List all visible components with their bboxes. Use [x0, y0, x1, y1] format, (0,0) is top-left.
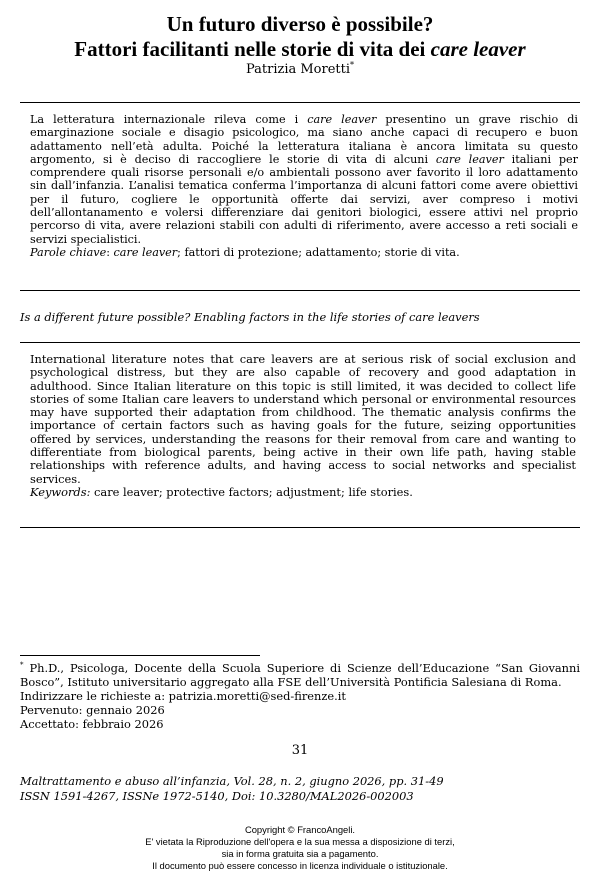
english-title: Is a different future possible? Enabling factors in the life stories of care leavers	[20, 310, 480, 324]
copyright-line1: Copyright © FrancoAngeli.	[244, 824, 356, 835]
footnote-contact: Indirizzare le richieste a: patrizia.moretti@sed-firenze.it	[20, 689, 346, 703]
abstract-italian-run: italiani per comprendere quali risorse personali e/o ambientali possono aver favorito il loro adattamento sin dall’infanzia. L’analisi tematica conferma l’importanza di alcuni fattori come avere obiettivi per il futuro, cogliere le opportunità offerte dai servizi, aver compreso i motivi dell’allontanamento e volersi differenziare dai genitori biologici, essere attivi nel proprio percorso di vita, avere relazioni stabili con adulti di riferimento, avere accesso a reti sociali e servizi specialistici.	[30, 152, 578, 246]
footnote-marker: *	[20, 661, 24, 670]
abstract-english	[30, 353, 576, 499]
article-title-line2-italic: care leaver	[430, 37, 526, 61]
copyright-line4: Il documento può essere concesso in licenza individuale o istituzionale.	[152, 860, 448, 871]
article-title-line2-text: Fattori facilitanti nelle storie di vita dei	[74, 37, 431, 61]
abstract-italian-term: care leaver	[307, 113, 377, 126]
keywords-italian-rest: ; fattori di protezione; adattamento; storie di vita.	[177, 245, 460, 259]
abstract-italian-term: care leaver	[435, 152, 504, 166]
keywords-italian: Parole chiave: care leaver; fattori di protezione; adattamento; storie di vita.	[30, 245, 460, 259]
author-footnote-marker: *	[350, 60, 355, 70]
footnote-affiliation-text: Ph.D., Psicologa, Docente della Scuola Superiore di Scienze dell’Educazione “San Giovanni Bosco”, Istituto universitario aggregato alla FSE dell’Università Pontificia Salesiana di Roma.	[20, 661, 580, 689]
copyright-notice	[0, 824, 600, 872]
abstract-italian-run: presentino un grave rischio di emarginazione sociale e disagio psicologico, ma siano anche capaci di recupero e buon adattamento nell’età adulta. Poiché la letteratura italiana è ancora limitata su questo argomento, si è deciso di raccogliere le storie di vita di alcuni	[30, 113, 578, 166]
footnote-affiliation	[20, 661, 580, 689]
author-line	[20, 61, 580, 78]
keywords-english-list: care leaver; protective factors; adjustment; life stories.	[90, 484, 413, 499]
keywords-italian-first: care leaver	[113, 245, 178, 259]
footnote	[20, 661, 580, 731]
abstract-italian-run: La letteratura internazionale rileva come i	[30, 113, 308, 126]
copyright-line2: E' vietata la Riproduzione dell'opera e la sua messa a disposizione di terzi,	[145, 836, 455, 847]
journal-citation-line1: Maltrattamento e abuso all’infanzia, Vol. 28, n. 2, giugno 2026, pp. 31-49	[20, 774, 444, 788]
abstract-top-rule	[20, 102, 580, 103]
keywords-english-label: Keywords:	[30, 484, 91, 499]
abstract-bottom-rule	[20, 290, 580, 291]
abstract-italian-text	[30, 113, 578, 246]
footnote-received: Pervenuto: gennaio 2026	[20, 703, 165, 717]
footnote-accepted: Accettato: febbraio 2026	[20, 717, 164, 731]
article-title-line1: Un futuro diverso è possibile?	[166, 12, 434, 36]
article-title-line2	[20, 37, 580, 61]
keywords-english	[30, 486, 576, 499]
abstract-italian	[30, 113, 578, 259]
english-abstract-bottom-rule	[20, 527, 580, 528]
footnote-rule	[20, 655, 260, 656]
journal-citation	[20, 774, 580, 804]
keywords-italian-label: Parole chiave	[30, 245, 107, 259]
abstract-english-text: International literature notes that care leavers are at serious risk of social exclusion and psychological distress, but they are also capable of recovery and good adaptation in adulthood. Since Italian literature on this topic is still limited, it was decided to collect life stories of some Italian care leavers to understand which personal or environmental resources may have supported their adaptation from childhood. The thematic analysis confirms the importance of certain factors such as having goals for the future, seizing opportunities offered by services, understanding the reasons for their removal from care and wanting to differentiate from biological parents, being active in their own life path, having stable relationships with reference adults, and having access to social networks and specialist services.	[30, 352, 576, 486]
page-number: 31	[291, 743, 309, 758]
copyright-line3: sia in forma gratuita sia a pagamento.	[221, 848, 379, 859]
author-name: Patrizia Moretti	[245, 62, 351, 77]
journal-citation-line2: ISSN 1591-4267, ISSNe 1972-5140, Doi: 10.3280/MAL2026-002003	[20, 789, 414, 803]
english-abstract-top-rule	[20, 342, 580, 343]
